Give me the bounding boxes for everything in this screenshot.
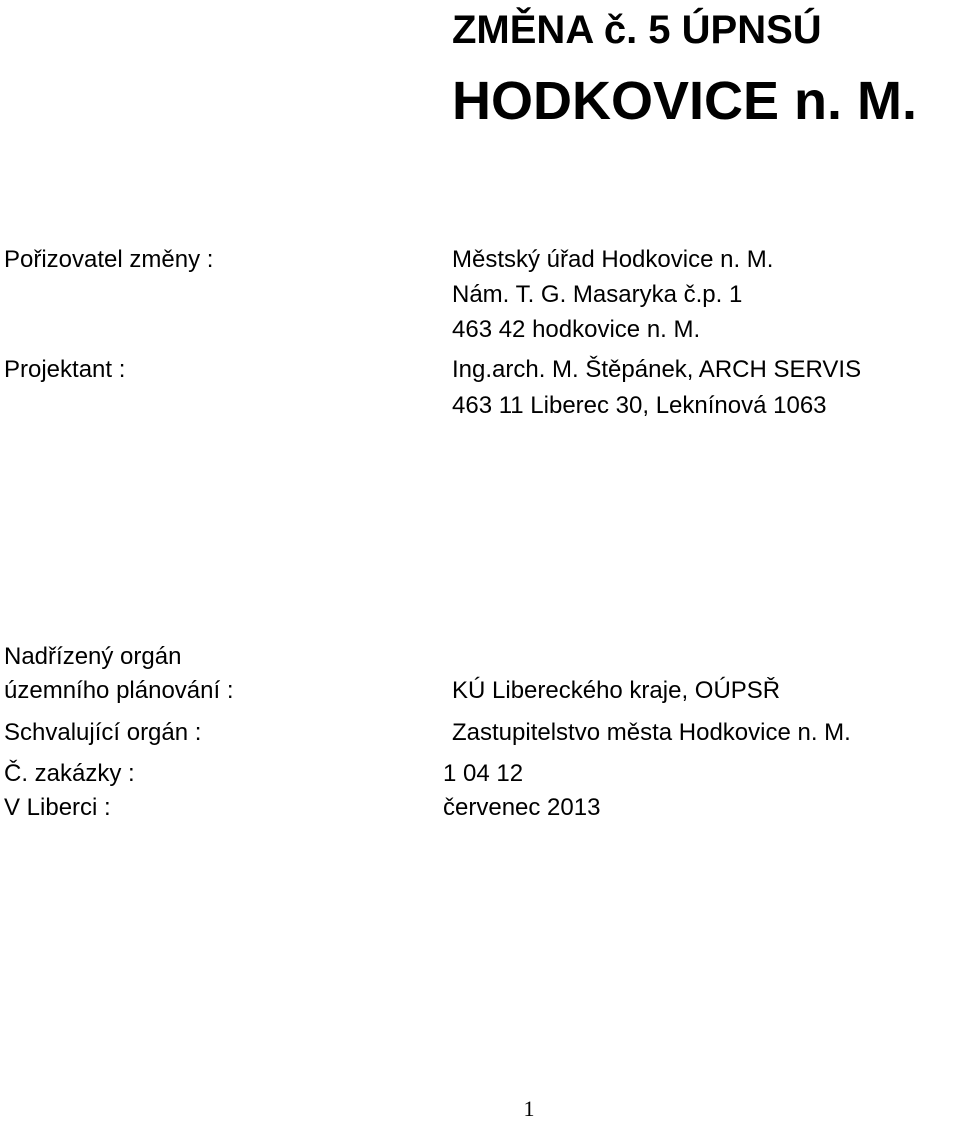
porizovatel-label: Pořizovatel změny : <box>4 246 214 273</box>
schvalujici-value: Zastupitelstvo města Hodkovice n. M. <box>452 719 851 746</box>
page-number: 1 <box>523 1096 535 1121</box>
projektant-address: 463 11 Liberec 30, Leknínová 1063 <box>452 392 827 419</box>
porizovatel-city: 463 42 hodkovice n. M. <box>452 316 701 343</box>
nadrizeny-label-line2: územního plánování : <box>4 677 234 704</box>
projektant-label: Projektant : <box>4 356 126 383</box>
projektant-name: Ing.arch. M. Štěpánek, ARCH SERVIS <box>452 356 862 383</box>
nadrizeny-value: KÚ Libereckého kraje, OÚPSŘ <box>452 677 781 704</box>
misto-label: V Liberci : <box>4 794 111 821</box>
porizovatel-name: Městský úřad Hodkovice n. M. <box>452 246 774 273</box>
document-title-line2: HODKOVICE n. M. <box>452 71 918 131</box>
porizovatel-street: Nám. T. G. Masaryka č.p. 1 <box>452 281 743 308</box>
schvalujici-label: Schvalující orgán : <box>4 719 202 746</box>
nadrizeny-label-line1: Nadřízený orgán <box>4 643 182 670</box>
document-title-line1: ZMĚNA č. 5 ÚPNSÚ <box>452 8 822 52</box>
date-value: červenec 2013 <box>443 794 601 821</box>
zakazka-label: Č. zakázky : <box>4 760 135 787</box>
zakazka-value: 1 04 12 <box>443 760 524 787</box>
